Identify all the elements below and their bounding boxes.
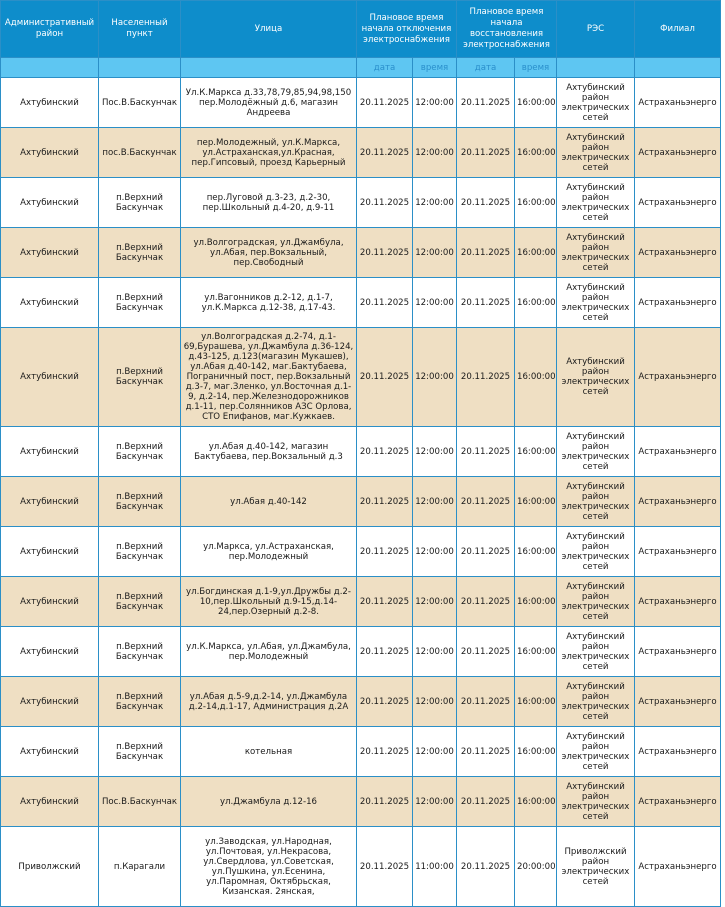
cell-street: ул.Абая д.40-142 <box>181 477 357 527</box>
cell-off-time: 12:00:00 <box>413 328 457 427</box>
cell-on-date: 20.11.2025 <box>457 78 515 128</box>
cell-branch: Астраханьэнерго <box>635 477 721 527</box>
cell-district: Ахтубинский <box>1 677 99 727</box>
cell-res: Ахтубинский район электрических сетей <box>557 328 635 427</box>
cell-street: ул.Заводская, ул.Народная, ул.Почтовая, ул.Некрасова, ул.Свердлова, ул.Советская, ул.Пушкина, ул.Есенина, ул.Паромная, Октябрьская, Кизанская. 2янская, <box>181 827 357 907</box>
cell-locality: п.Верхний Баскунчак <box>99 278 181 328</box>
cell-branch: Астраханьэнерго <box>635 278 721 328</box>
cell-res: Ахтубинский район электрических сетей <box>557 677 635 727</box>
cell-res: Ахтубинский район электрических сетей <box>557 527 635 577</box>
cell-res: Ахтубинский район электрических сетей <box>557 278 635 328</box>
cell-locality: п.Верхний Баскунчак <box>99 477 181 527</box>
cell-on-date: 20.11.2025 <box>457 178 515 228</box>
cell-district: Ахтубинский <box>1 78 99 128</box>
cell-res: Ахтубинский район электрических сетей <box>557 427 635 477</box>
cell-off-time: 12:00:00 <box>413 228 457 278</box>
cell-on-time: 16:00:00 <box>515 777 557 827</box>
cell-on-time: 16:00:00 <box>515 427 557 477</box>
header-off-start[interactable]: Плановое время начала отключения электроснабжения <box>357 1 457 58</box>
cell-locality: п.Карагали <box>99 827 181 907</box>
cell-district: Ахтубинский <box>1 328 99 427</box>
cell-branch: Астраханьэнерго <box>635 577 721 627</box>
cell-off-time: 12:00:00 <box>413 178 457 228</box>
header-branch[interactable]: Филиал <box>635 1 721 58</box>
cell-on-date: 20.11.2025 <box>457 627 515 677</box>
subheader-row <box>1 58 721 78</box>
table-row[interactable] <box>1 128 721 178</box>
cell-district: Ахтубинский <box>1 228 99 278</box>
cell-off-date: 20.11.2025 <box>357 128 413 178</box>
cell-street: ул.Богдинская д.1-9,ул.Дружбы д.2-10,пер.Школьный д.9-15,д.14-24,пер.Озерный д.2-8. <box>181 577 357 627</box>
cell-res: Приволжский район электрических сетей <box>557 827 635 907</box>
cell-off-time: 12:00:00 <box>413 128 457 178</box>
header-district[interactable]: Административный район <box>1 1 99 58</box>
subheader-empty <box>635 58 721 78</box>
subheader-on-time: время <box>515 58 557 78</box>
cell-locality: п.Верхний Баскунчак <box>99 677 181 727</box>
cell-district: Приволжский <box>1 827 99 907</box>
cell-on-date: 20.11.2025 <box>457 827 515 907</box>
cell-res: Ахтубинский район электрических сетей <box>557 777 635 827</box>
cell-on-date: 20.11.2025 <box>457 577 515 627</box>
cell-branch: Астраханьэнерго <box>635 128 721 178</box>
cell-branch: Астраханьэнерго <box>635 328 721 427</box>
cell-branch: Астраханьэнерго <box>635 777 721 827</box>
cell-res: Ахтубинский район электрических сетей <box>557 577 635 627</box>
cell-off-date: 20.11.2025 <box>357 577 413 627</box>
cell-branch: Астраханьэнерго <box>635 527 721 577</box>
cell-district: Ахтубинский <box>1 278 99 328</box>
cell-street: ул.Маркса, ул.Астраханская, пер.Молодежный <box>181 527 357 577</box>
table-row[interactable] <box>1 627 721 677</box>
cell-off-date: 20.11.2025 <box>357 178 413 228</box>
cell-off-date: 20.11.2025 <box>357 677 413 727</box>
cell-on-time: 16:00:00 <box>515 577 557 627</box>
cell-locality: п.Верхний Баскунчак <box>99 577 181 627</box>
cell-on-time: 16:00:00 <box>515 278 557 328</box>
header-restore-start[interactable]: Плановое время начала восстановления электроснабжения <box>457 1 557 58</box>
cell-off-date: 20.11.2025 <box>357 627 413 677</box>
cell-locality: Пос.В.Баскунчак <box>99 78 181 128</box>
cell-off-time: 12:00:00 <box>413 427 457 477</box>
cell-branch: Астраханьэнерго <box>635 228 721 278</box>
cell-street: ул.Абая д.5-9,д.2-14, ул.Джамбула д.2-14,д.1-17, Администрация д.2А <box>181 677 357 727</box>
cell-street: пер.Луговой д.3-23, д.2-30, пер.Школьный д.4-20, д.9-11 <box>181 178 357 228</box>
cell-locality: п.Верхний Баскунчак <box>99 727 181 777</box>
cell-on-time: 16:00:00 <box>515 677 557 727</box>
cell-district: Ахтубинский <box>1 777 99 827</box>
cell-off-time: 12:00:00 <box>413 577 457 627</box>
table-header <box>1 1 721 78</box>
cell-branch: Астраханьэнерго <box>635 677 721 727</box>
cell-off-time: 12:00:00 <box>413 78 457 128</box>
cell-off-date: 20.11.2025 <box>357 477 413 527</box>
cell-district: Ахтубинский <box>1 577 99 627</box>
cell-district: Ахтубинский <box>1 627 99 677</box>
cell-res: Ахтубинский район электрических сетей <box>557 627 635 677</box>
cell-off-date: 20.11.2025 <box>357 527 413 577</box>
subheader-on-date: дата <box>457 58 515 78</box>
cell-branch: Астраханьэнерго <box>635 727 721 777</box>
table-row[interactable] <box>1 677 721 727</box>
cell-off-time: 12:00:00 <box>413 278 457 328</box>
cell-street: ул.К.Маркса, ул.Абая, ул.Джамбула, пер.Молодежный <box>181 627 357 677</box>
header-locality[interactable]: Населенный пункт <box>99 1 181 58</box>
cell-on-time: 16:00:00 <box>515 178 557 228</box>
cell-off-time: 12:00:00 <box>413 627 457 677</box>
cell-on-date: 20.11.2025 <box>457 527 515 577</box>
cell-on-date: 20.11.2025 <box>457 727 515 777</box>
cell-off-date: 20.11.2025 <box>357 328 413 427</box>
cell-off-date: 20.11.2025 <box>357 427 413 477</box>
cell-locality: п.Верхний Баскунчак <box>99 627 181 677</box>
cell-branch: Астраханьэнерго <box>635 427 721 477</box>
cell-district: Ахтубинский <box>1 128 99 178</box>
cell-res: Ахтубинский район электрических сетей <box>557 78 635 128</box>
cell-street: пер.Молодежный, ул.К.Маркса, ул.Астраханская,ул.Красная, пер.Гипсовый, проезд Карьерный <box>181 128 357 178</box>
cell-off-time: 12:00:00 <box>413 477 457 527</box>
cell-street: ул.Волгоградская д.2-74, д.1-69,Бурашева, ул.Джамбула д.36-124, д.43-125, д.123(магазин Мукашев), ул.Абая д.40-142, маг.Бактубаева, Пограничный пост, пер.Вокзальный д.3-7, маг.Зленко, ул.Восточная д.1-9, д.2-14, пер.Железнодорожников д.1-11, пер.Солянников АЗС Орлова, СТО Епифанов, маг.Кужкаев. <box>181 328 357 427</box>
table-row[interactable] <box>1 228 721 278</box>
cell-district: Ахтубинский <box>1 427 99 477</box>
cell-on-time: 20:00:00 <box>515 827 557 907</box>
cell-off-time: 11:00:00 <box>413 827 457 907</box>
cell-off-date: 20.11.2025 <box>357 278 413 328</box>
table-row[interactable] <box>1 577 721 627</box>
cell-off-time: 12:00:00 <box>413 777 457 827</box>
cell-on-time: 16:00:00 <box>515 128 557 178</box>
table-row[interactable] <box>1 427 721 477</box>
cell-off-time: 12:00:00 <box>413 527 457 577</box>
table-row[interactable] <box>1 328 721 427</box>
table-row[interactable] <box>1 278 721 328</box>
cell-locality: п.Верхний Баскунчак <box>99 228 181 278</box>
cell-district: Ахтубинский <box>1 178 99 228</box>
subheader-off-date: дата <box>357 58 413 78</box>
table-row[interactable] <box>1 527 721 577</box>
cell-off-date: 20.11.2025 <box>357 777 413 827</box>
cell-street: ул.Абая д.40-142, магазин Бактубаева, пер.Вокзальный д.3 <box>181 427 357 477</box>
cell-locality: п.Верхний Баскунчак <box>99 527 181 577</box>
cell-street: Ул.К.Маркса д.33,78,79,85,94,98,150 пер.Молодёжный д.6, магазин Андреева <box>181 78 357 128</box>
subheader-empty <box>181 58 357 78</box>
cell-street: котельная <box>181 727 357 777</box>
cell-on-time: 16:00:00 <box>515 78 557 128</box>
cell-on-date: 20.11.2025 <box>457 477 515 527</box>
cell-locality: п.Верхний Баскунчак <box>99 328 181 427</box>
cell-off-date: 20.11.2025 <box>357 228 413 278</box>
cell-off-time: 12:00:00 <box>413 727 457 777</box>
cell-on-time: 16:00:00 <box>515 727 557 777</box>
table-body <box>1 78 721 907</box>
header-res[interactable]: РЭС <box>557 1 635 58</box>
cell-on-date: 20.11.2025 <box>457 228 515 278</box>
cell-street: ул.Вагонников д.2-12, д.1-7, ул.К.Маркса д.12-38, д.17-43. <box>181 278 357 328</box>
cell-locality: Пос.В.Баскунчак <box>99 777 181 827</box>
cell-on-time: 16:00:00 <box>515 228 557 278</box>
table-row[interactable] <box>1 477 721 527</box>
table-row[interactable] <box>1 78 721 128</box>
cell-on-date: 20.11.2025 <box>457 328 515 427</box>
cell-on-date: 20.11.2025 <box>457 128 515 178</box>
cell-off-date: 20.11.2025 <box>357 78 413 128</box>
cell-on-time: 16:00:00 <box>515 627 557 677</box>
cell-locality: пос.В.Баскунчак <box>99 128 181 178</box>
cell-street: ул.Джамбула д.12-16 <box>181 777 357 827</box>
table-row[interactable] <box>1 727 721 777</box>
subheader-empty <box>1 58 99 78</box>
cell-locality: п.Верхний Баскунчак <box>99 178 181 228</box>
cell-res: Ахтубинский район электрических сетей <box>557 727 635 777</box>
header-street[interactable]: Улица <box>181 1 357 58</box>
cell-res: Ахтубинский район электрических сетей <box>557 228 635 278</box>
cell-on-time: 16:00:00 <box>515 477 557 527</box>
cell-branch: Астраханьэнерго <box>635 78 721 128</box>
subheader-off-time: время <box>413 58 457 78</box>
cell-on-date: 20.11.2025 <box>457 677 515 727</box>
cell-off-time: 12:00:00 <box>413 677 457 727</box>
cell-district: Ахтубинский <box>1 477 99 527</box>
cell-street: ул.Волгоградская, ул.Джамбула, ул.Абая, пер.Вокзальный, пер.Свободный <box>181 228 357 278</box>
cell-district: Ахтубинский <box>1 527 99 577</box>
cell-on-date: 20.11.2025 <box>457 777 515 827</box>
cell-res: Ахтубинский район электрических сетей <box>557 178 635 228</box>
cell-res: Ахтубинский район электрических сетей <box>557 128 635 178</box>
cell-on-date: 20.11.2025 <box>457 278 515 328</box>
cell-on-date: 20.11.2025 <box>457 427 515 477</box>
cell-res: Ахтубинский район электрических сетей <box>557 477 635 527</box>
subheader-empty <box>557 58 635 78</box>
subheader-empty <box>99 58 181 78</box>
table-row[interactable] <box>1 827 721 907</box>
table-row[interactable] <box>1 178 721 228</box>
cell-branch: Астраханьэнерго <box>635 178 721 228</box>
table-row[interactable] <box>1 777 721 827</box>
cell-on-time: 16:00:00 <box>515 328 557 427</box>
cell-on-time: 16:00:00 <box>515 527 557 577</box>
cell-locality: п.Верхний Баскунчак <box>99 427 181 477</box>
cell-district: Ахтубинский <box>1 727 99 777</box>
cell-off-date: 20.11.2025 <box>357 727 413 777</box>
cell-off-date: 20.11.2025 <box>357 827 413 907</box>
cell-branch: Астраханьэнерго <box>635 627 721 677</box>
header-row <box>1 1 721 58</box>
cell-branch: Астраханьэнерго <box>635 827 721 907</box>
